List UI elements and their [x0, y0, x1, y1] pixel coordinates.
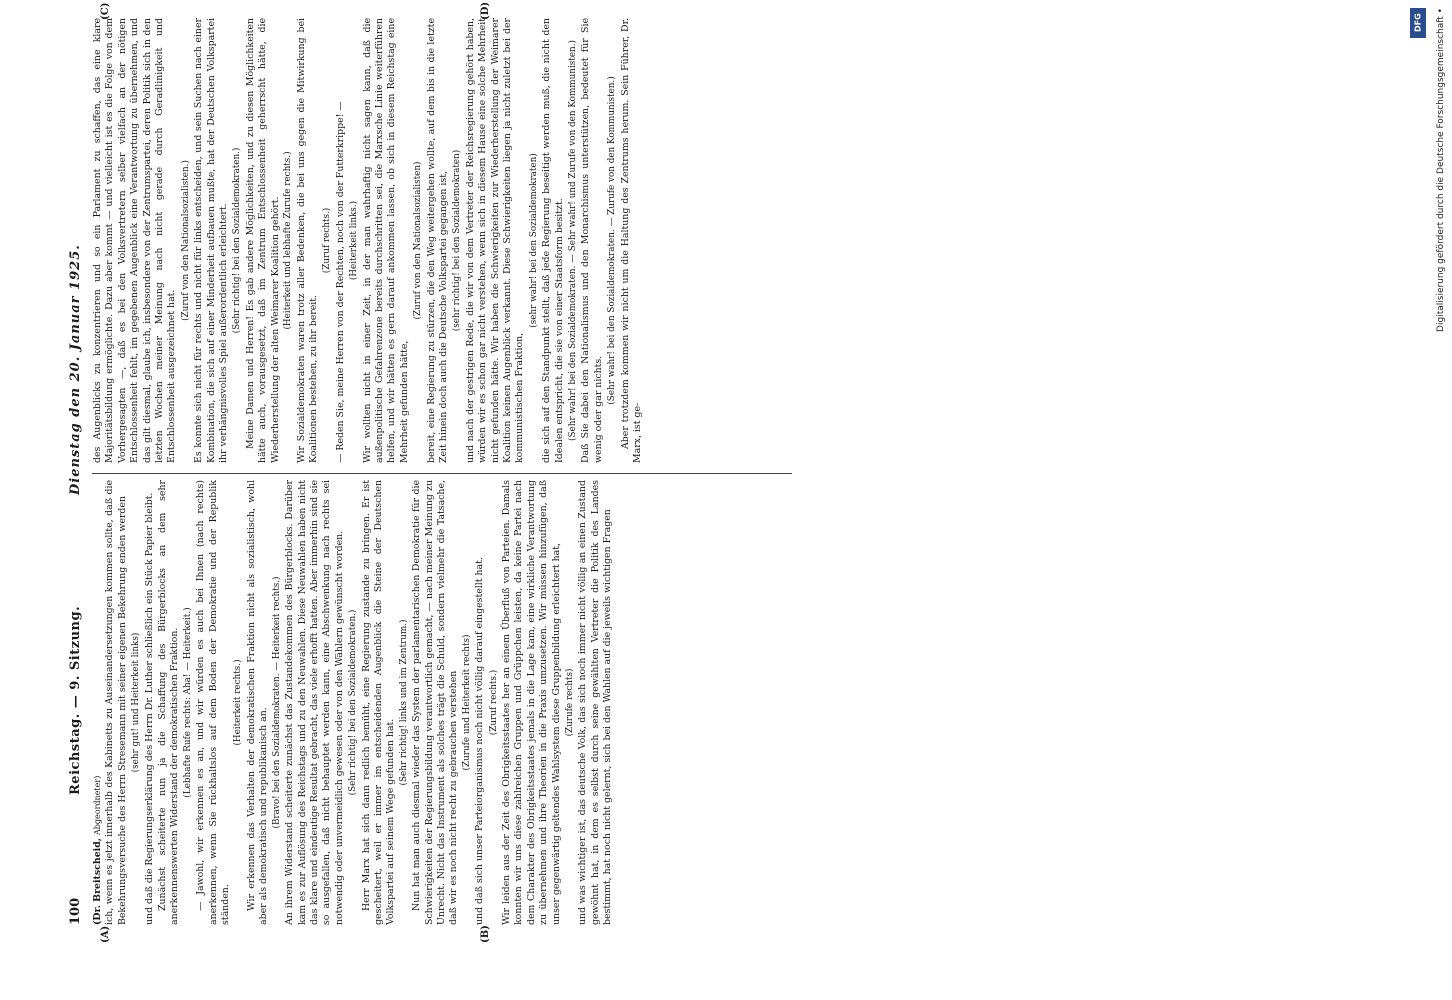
left-column: [92, 480, 792, 925]
interjection: (Sehr wahr! bei den Sozialdemokraten. — Sehr wahr! und Zurufe von den Kommunisten.): [568, 40, 579, 441]
paragraph: des Augenblicks zu konzentrieren und so ein Parlament zu schaffen, das eine klare Majoritätsbildung ermöglichte. Dazu aber kommt — und vielleicht ist es die Folge von dem Vorhergesagten —, daß es bei den Volksvertretern selber vielfach an der nötigen Entschlossenheit fehlt, im gegebenen Augenblick eine Verantwortung zu übernehmen, und das gilt diesmal, glaube ich, insbesondere von der Zentrumspartei, deren Politik sich in den letzten Wochen meiner Meinung nach nicht gerade durch Geradlinigkeit und Entschlossenheit ausgezeichnet hat.: [92, 18, 178, 463]
paragraph: Herr Marx hat sich dann redlich bemüht, eine Regierung zustande zu bringen. Er ist gescheitert, weil er immer im entscheidenden Augenblick die Steine der Deutschen Volkspartei auf seinem Wege gefunden hat.: [360, 480, 397, 925]
interjection: (Zuruf rechts.): [488, 669, 499, 736]
interjection: (Zuruf von den Nationalsozialisten): [413, 161, 424, 320]
paragraph: ich, wenn es jetzt innerhalb des Kabinetts zu Auseinandersetzungen kommen sollte, daß die Bekehrungsversuche des Herrn Stresemann mit seiner eigenen Bekehrung enden werden: [104, 480, 128, 925]
interjection: (Zurufe rechts): [565, 668, 576, 737]
paragraph: und nach der gestrigen Rede, die wir von dem Vertreter der Reichsregierung gehört haben, würden wir es schon gar nicht verstehen, wenn sich in diesem Hause eine solche Mehrheit nicht gefunden hätte. Wir haben die Schwierigkeiten zur Wiederherstellung der Weimarer Koalition keinen Augenblick verkannt. Diese Schwierigkeiten liegen ja nicht zuletzt bei der kommunistischen Fraktion,: [464, 18, 526, 463]
paragraph: die sich auf den Standpunkt stellt, daß jede Regierung beseitigt werden muß, die nicht den Idealen entspricht, die sie von einer Staatsform besitzt.: [541, 18, 565, 463]
paragraph: Wir erkennen das Verhalten der demokratischen Fraktion nicht als sozialistisch, wohl aber als demokratisch und republikanisch an.: [245, 480, 270, 925]
column-divider: [92, 473, 792, 474]
rotated-page: [68, 1, 810, 943]
marker-d: (D): [480, 1, 491, 20]
interjection: (sehr wahr! bei den Sozialdemokraten): [528, 153, 539, 328]
interjection: (Zuruf rechts.): [322, 207, 333, 274]
paragraph: bereit, eine Regierung zu stürzen, die den Weg weitergehen wollte, auf dem bis in die letzte Zeit hinein doch auch die Deutsche Volkspartei gegangen ist,: [425, 18, 449, 463]
interjection: (Sehr richtig! bei den Sozialdemokraten.): [232, 147, 243, 334]
interjection: (Heiterkeit rechts.): [233, 659, 244, 746]
interjection: (Sehr richtig! bei den Sozialdemokraten.): [348, 609, 359, 796]
interjection: (Bravo! bei den Sozialdemokraten. — Heiterkeit rechts.): [271, 576, 282, 829]
paragraph: Wir wollten nicht in einer Zeit, in der man wahrhaftig nicht sagen kann, daß die außenpolitische Gefahrenzone bereits durchschritten sei, die Marxsche Linie weiterführen helfen, und wir hätten es gern darauf ankommen lassen, ob sich in diesem Reichstag eine Mehrheit gefunden hätte,: [361, 18, 410, 463]
paragraph: Nun hat man auch diesmal wieder das System der parlamentarischen Demokratie für die Schwierigkeiten der Regierungsbildung verantwortlich gemacht, — nach meiner Meinung zu Unrecht. Nicht das Instrument als solches trägt die Schuld, sondern vielmehr die Tatsache, daß wir es noch nicht recht zu gebrauchen verstehen: [411, 480, 460, 925]
speaker-line: [92, 480, 104, 925]
speaker-role: Abgeordneter): [93, 775, 102, 835]
paragraph: Meine Damen und Herren! Es gab andere Möglichkeiten, und zu diesen Möglichkeiten hätte auch, vorausgesetzt, daß im Zentrum Entschlossenheit geherrscht hätte, die Wiederherstellung der alten Weimarer Koalition gehört.: [244, 18, 281, 463]
paragraph: und daß die Regierungserklärung des Herrn Dr. Luther schließlich ein Stück Papier bleibt.: [143, 492, 155, 925]
marker-b: (B): [480, 925, 491, 943]
marker-a: (A): [100, 925, 111, 943]
speaker-name: (Dr. Breitscheid,: [92, 837, 103, 925]
paragraph: und was wichtiger ist, das deutsche Volk, das sich noch immer nicht völlig an einen Zustand gewöhnt hat, in dem es selbst durch seine gewählten Vertreter die Politik des Landes bestimmt, hat noch nicht gelernt, sich bei den Wahlen auf die jeweils wichtigen Fragen: [577, 480, 614, 925]
page-header: [70, 25, 90, 925]
paragraph: An ihrem Widerstand scheiterte zunächst das Zustandekommen des Bürgerblocks. Darüber kam es zur Auflösung des Reichstags und zu den Neuwahlen. Diese Neuwahlen haben nicht das klare und eindeutige Resultat gebracht, das viele erhofft hatten. Aber immerhin sind sie so ausgefallen, daß nicht behauptet werden kann, eine Abschwenkung nach rechts sei notwendig oder unvermeidlich gewesen oder von den Wählern gewünscht worden.: [284, 480, 345, 925]
interjection: (Sehr richtig! links und im Zentrum.): [398, 619, 409, 786]
interjection: (Heiterkeit und lebhafte Zurufe rechts.): [283, 151, 294, 330]
interjection: (Zuruf von den Nationalsozialisten.): [180, 160, 191, 321]
paragraph: Wir leiden aus der Zeit des Obrigkeitsstaates her an einem Überfluß von Parteien. Damals konnten wir uns diese zahlreichen Gruppen und Grüppchen leisten, da keine Partei nach dem Charakter des Obrigkeitsstaates jemals in die Lage kam, eine wirkliche Verantwortung zu übernehmen und ihre Theorien in die Praxis umzusetzen. Wir müssen hinzufügen, daß unser gegenwärtig geltendes Wahlsystem diese Gruppenbildung erleichtert hat,: [501, 480, 562, 925]
paragraph: Aber trotzdem kommen wir nicht um die Haltung des Zentrums herum. Sein Führer, Dr. Marx, ist ge-: [619, 18, 644, 463]
digitization-sidebar: [1408, 8, 1446, 993]
page-number: 100: [68, 897, 83, 925]
right-column: [92, 18, 792, 463]
interjection: (Lebhafte Rufe rechts: Aha! — Heiterkeit.): [182, 607, 193, 798]
session-date: Dienstag den 20. Januar 1925.: [68, 244, 83, 495]
dfg-logo: DFG: [1410, 8, 1426, 38]
interjection: (Sehr wahr! bei den Sozialdemokraten. — Zurufe von den Kommunisten.): [607, 76, 618, 405]
interjection: (Zurufe und Heiterkeit rechts): [461, 634, 472, 771]
interjection: (Heiterkeit links.): [349, 200, 360, 281]
interjection: (sehr gut! und Heiterkeit links): [131, 632, 142, 773]
digitization-credit: Digitalisierung gefördert durch die Deutsche Forschungsgemeinschaft •: [1436, 8, 1446, 332]
paragraph: — Reden Sie, meine Herren von der Rechten, noch von der Futterkrippe! —: [334, 101, 346, 463]
paragraph: — Jawohl, wir erkennen es an, und wir würden es auch bei Ihnen (nach rechts) anerkennen, wenn Sie rückhaltslos auf dem Boden der Demokratie und der Republik ständen.: [195, 480, 232, 925]
marker-c: (C): [100, 2, 111, 20]
session-title: Reichstag. — 9. Sitzung.: [68, 605, 83, 795]
paragraph: Zunächst scheiterte nun ja die Schaffung des Bürgerblocks an dem sehr anerkennenswerten Widerstand der demokratischen Fraktion.: [157, 480, 181, 925]
paragraph: und daß sich unser Parteiorganismus noch nicht völlig darauf eingestellt hat.: [474, 557, 486, 925]
interjection: (sehr richtig! bei den Sozialdemokraten): [452, 149, 463, 332]
paragraph: Daß Sie dabei den Nationalismus und den Monarchismus unterstützen, bedeutet für Sie wenig oder gar nichts.: [580, 18, 604, 463]
paragraph: Wir Sozialdemokraten waren trotz aller Bedenken, die bei uns gegen die Mitwirkung bei Koalitionen bestehen, zu ihr bereit.: [295, 18, 319, 463]
paragraph: Es konnte sich nicht für rechts und nicht für links entscheiden, und sein Suchen nach einer Kombination, die sich auf einer Minderheit aufbauen mußte, hat der Deutschen Volkspartei ihr verhängnisvolles Spiel außerordentlich erleichtert.: [193, 18, 230, 463]
